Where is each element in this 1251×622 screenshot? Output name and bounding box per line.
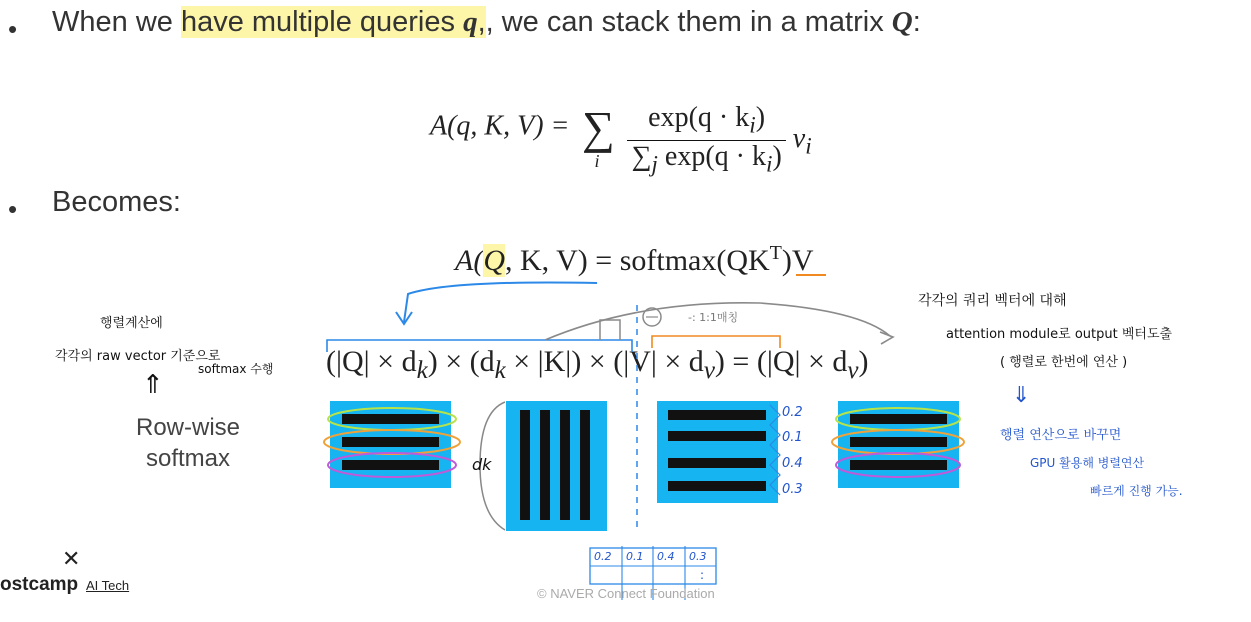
blue-bracket <box>327 340 632 352</box>
var-Q: Q <box>891 6 913 38</box>
v-row-bar <box>668 458 766 468</box>
weight-label: 0.4 <box>782 456 803 471</box>
v-row-bar <box>668 410 766 420</box>
hw-right-3: ( 행렬로 한번에 연산 ) <box>1000 355 1128 370</box>
table-cell: 0.1 <box>626 550 644 563</box>
hw-left-softmax: softmax 수행 <box>198 362 274 376</box>
table-cell: 0.4 <box>657 550 675 563</box>
close-mark-icon: ✕ <box>62 546 81 571</box>
hw-left-mid: 각각의 raw vector 기준으로 <box>55 349 221 364</box>
kt-col-bar <box>540 410 550 520</box>
bullet1-end: : <box>912 6 921 38</box>
dimension-equation: $(|Q| \times d_k) \times (d_k \times |K|) \times (|V| \times d_v) = (|Q| \times d_v)$ <box>326 345 869 384</box>
gray-bracket <box>600 320 620 340</box>
bullet-text-2: Becomes: <box>52 186 181 218</box>
v-row-bar <box>668 431 766 441</box>
eq1-tail: $v_i$ <box>792 122 812 160</box>
bullet1-pre: When we <box>52 6 181 38</box>
matrix-attention-equation: A(Q, K, $V) = softmax(QK^T)V$ <box>455 242 814 277</box>
out-row-bar <box>850 460 947 470</box>
sum-symbol: ∑ i <box>582 101 615 171</box>
dk-handwritten: dk <box>472 455 492 474</box>
hw-right-4: 행렬 연산으로 바꾸면 <box>1000 428 1122 443</box>
out-row-bar <box>850 437 947 447</box>
hw-right-6: 빠르게 진행 가능. <box>1090 484 1183 498</box>
logo-sub: AI Tech <box>86 578 130 593</box>
eq1-lhs: A(q, K, V) = <box>430 110 577 142</box>
highlighted-phrase: have multiple queries q, <box>180 6 486 38</box>
down-arrow-icon: ⇓ <box>1012 383 1031 408</box>
v-row-bar <box>668 481 766 491</box>
kt-col-bar <box>580 410 590 520</box>
kt-col-bar <box>560 410 570 520</box>
eq2-Q: Q <box>483 244 505 277</box>
numerator: $\exp(q \cdot k_i)$ <box>627 102 785 141</box>
logo-name: ostcamp <box>0 574 79 595</box>
denominator: $\sum_j$ $\exp(q \cdot k_i)$ <box>631 140 782 178</box>
mapping-note: -: 1:1매칭 <box>688 311 739 324</box>
weight-label: 0.3 <box>782 482 803 497</box>
hw-right-2: attention module로 output 벡터도출 <box>946 327 1173 342</box>
copyright-footer: © NAVER Connect Foundation <box>537 586 715 601</box>
blue-arrow <box>404 282 597 322</box>
bullet-dot: • <box>8 194 18 224</box>
bullet1-mid: , we can stack them in a matrix <box>485 6 892 38</box>
hw-right-5: GPU 활용해 병렬연산 <box>1030 456 1145 470</box>
out-row-bar <box>850 414 947 424</box>
gray-arrow-head <box>880 332 893 344</box>
hw-right-1: 각각의 쿼리 벡터에 대해 <box>918 293 1067 309</box>
q-row-bar <box>342 437 439 447</box>
orange-bracket <box>652 336 780 348</box>
var-q: q <box>463 6 478 38</box>
hw-left-top: 행렬계산에 <box>100 316 163 331</box>
weight-label: 0.2 <box>782 405 803 420</box>
q-row-bar <box>342 460 439 470</box>
table-cell: 0.3 <box>689 550 707 563</box>
eq2-rest: , K, V) = softmax(QK <box>505 244 770 277</box>
kt-col-bar <box>520 410 530 520</box>
table-cell: 0.2 <box>594 550 612 563</box>
q-row-bar <box>342 414 439 424</box>
up-arrow-icon: ⇑ <box>142 370 164 400</box>
table-dot: : <box>700 568 705 582</box>
weight-label: 0.1 <box>782 430 803 445</box>
bullet-dot: • <box>8 14 18 44</box>
row-wise-softmax-label: Row-wise softmax <box>135 414 240 472</box>
